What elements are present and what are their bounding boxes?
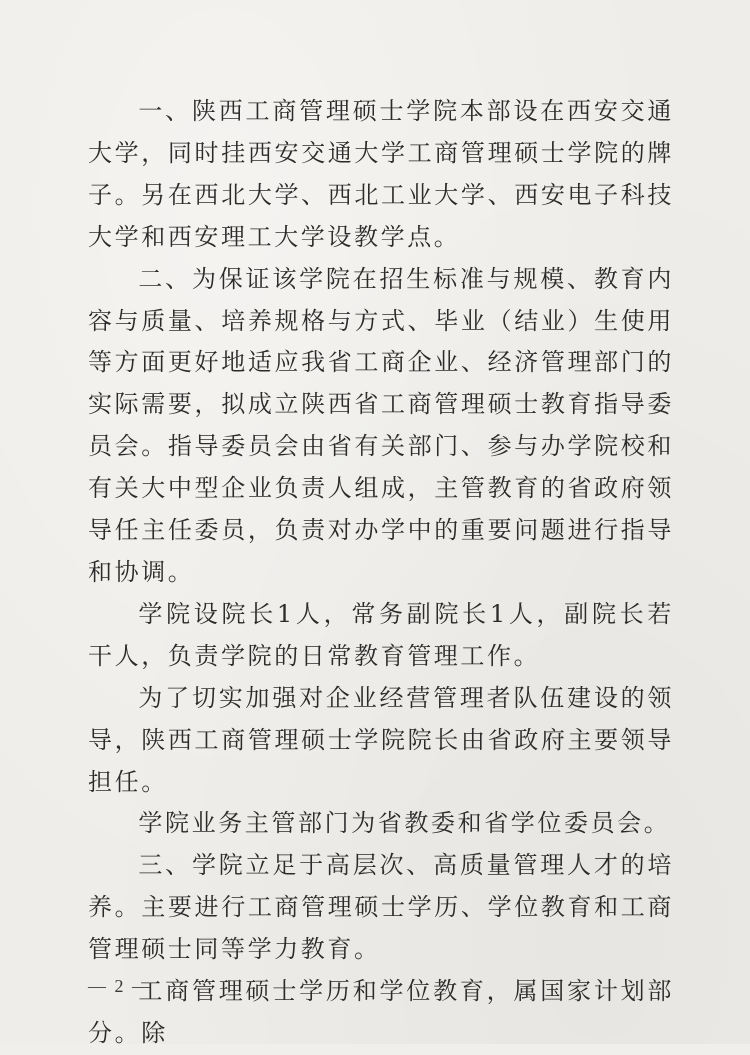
- paragraph-3: 学院设院长1人，常务副院长1人，副院长若干人，负责学院的日常教育管理工作。: [88, 599, 674, 670]
- paragraph-2: 二、为保证该学院在招生标准与规模、教育内容与质量、培养规格与方式、毕业（结业）生使用等方面更好地适应我省工商企业、经济管理部门的实际需要，拟成立陕西省工商管理硕士教育指导委员会。指导委员会由省有关部门、参与办学院校和有关大中型企业负责人组成，主管教育的省政府领导任主任委员，负责对办学中的重要问题进行指导和协调。: [88, 264, 674, 586]
- paragraph-6: 三、学院立足于高层次、高质量管理人才的培养。主要进行工商管理硕士学历、学位教育和工商管理硕士同等学力教育。: [88, 851, 674, 964]
- paragraph-4: 为了切实加强对企业经营管理者队伍建设的领导，陕西工商管理硕士学院院长由省政府主要领导担任。: [88, 683, 674, 796]
- page-number: — 2 —: [88, 976, 152, 996]
- paragraph-7: 工商管理硕士学历和学位教育，属国家计划部分。除: [88, 977, 674, 1047]
- paragraph-1: 一、陕西工商管理硕士学院本部设在西安交通大学，同时挂西安交通大学工商管理硕士学院的牌子。另在西北大学、西北工业大学、西安电子科技大学和西安理工大学设教学点。: [88, 97, 674, 251]
- paragraph-5: 学院业务主管部门为省教委和省学位委员会。: [138, 809, 671, 838]
- document-body: [88, 91, 674, 1055]
